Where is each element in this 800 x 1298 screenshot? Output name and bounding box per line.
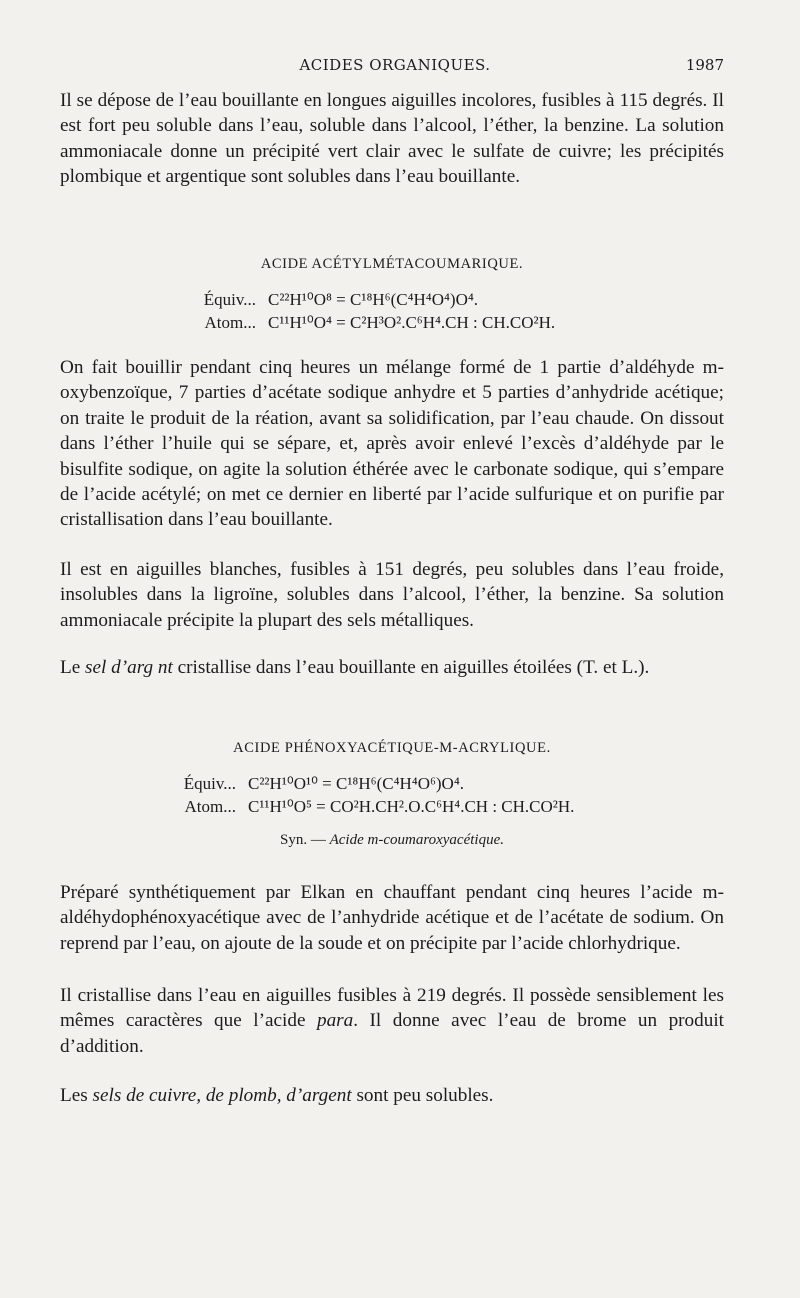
synonym-line bbox=[60, 832, 724, 849]
italic-text: para bbox=[316, 1010, 354, 1032]
equiv-formula: C²²H¹⁰O¹⁰ = C¹⁸H⁶(C⁴H⁴O⁶)O⁴. bbox=[248, 774, 465, 793]
italic-text: sels de cuivre, de plomb, d’argent bbox=[92, 1085, 352, 1106]
text-run: Les bbox=[60, 1085, 93, 1106]
equiv-label: Équiv... bbox=[183, 774, 236, 793]
atom-formula: C¹¹H¹⁰O⁴ = C²H³O².C⁶H⁴.CH : CH.CO²H. bbox=[268, 313, 556, 332]
equiv-label: Équiv... bbox=[203, 290, 256, 309]
equiv-formula-row-2 bbox=[148, 774, 464, 794]
italic-text: sel d’arg nt bbox=[85, 657, 173, 678]
atom-formula-row-2 bbox=[148, 797, 574, 817]
text-run: cristallise dans l’eau bouillante en aiguilles étoilées (T. et L.). bbox=[172, 657, 650, 678]
text-run: Il cristallise dans l’eau en aiguilles fusibles à 219 degrés. Il possède sensiblement les mêmes caractères que l’acide bbox=[60, 985, 724, 1032]
syn-label: Syn. — bbox=[280, 832, 330, 848]
compound-title-2: ACIDE PHÉNOXYACÉTIQUE-M-ACRYLIQUE. bbox=[233, 740, 551, 756]
atom-label: Atom... bbox=[184, 797, 236, 816]
paragraph-7 bbox=[60, 1083, 724, 1108]
text-run: Le bbox=[60, 657, 86, 678]
page-header bbox=[60, 56, 730, 80]
paragraph-4 bbox=[60, 655, 724, 680]
equiv-formula-row-1 bbox=[168, 290, 478, 310]
equiv-formula: C²²H¹⁰O⁸ = C¹⁸H⁶(C⁴H⁴O⁴)O⁴. bbox=[268, 290, 479, 309]
atom-formula: C¹¹H¹⁰O⁵ = CO²H.CH².O.C⁶H⁴.CH : CH.CO²H. bbox=[248, 797, 575, 816]
paragraph-3: Il est en aiguilles blanches, fusibles à 151 degrés, peu solubles dans l’eau froide, insolubles dans la ligroïne, solubles dans l’alcool, l’éther, la benzine. Sa solution ammoniacale précipite la plupart des sels métalliques. bbox=[60, 559, 724, 631]
paragraph-2: On fait bouillir pendant cinq heures un mélange formé de 1 partie d’aldéhyde m-oxybenzoïque, 7 parties d’acétate sodique anhydre et 5 parties d’anhydride acétique; on traite le produit de la réation, avant sa solidification, par l’eau chaude. On dissout dans l’éther l’huile qui se sépare, et, après avoir enlevé l’excès d’aldéhyde par le bisulfite sodique, on agite la solution éthérée avec le carbonate sodique, qui s’empare de l’acide acétylé; on met ce dernier en liberté par l’acide sulfurique et on purifie par cristallisation dans l’eau bouillante. bbox=[60, 357, 724, 531]
text-run: . Il donne avec l’eau de brome un produit d’addition. bbox=[60, 1010, 724, 1057]
paragraph-6 bbox=[60, 983, 724, 1059]
page-number: 1987 bbox=[685, 56, 724, 74]
paragraph-1: Il se dépose de l’eau bouillante en longues aiguilles incolores, fusibles à 115 degrés. Il est fort peu soluble dans l’eau, soluble dans l’alcool, l’éther, la benzine. La solution ammoniacale donne un précipité vert clair avec le sulfate de cuivre; les précipités plombique et argentique sont solubles dans l’eau bouillante. bbox=[60, 90, 724, 188]
paragraph-5: Préparé synthétiquement par Elkan en chauffant pendant cinq heures l’acide m-aldéhydophénoxyacétique avec de l’anhydride acétique et de l’acétate de sodium. On reprend par l’eau, on ajoute de la soude et on précipite par l’acide chlorhydrique. bbox=[60, 882, 724, 954]
compound-title-1: ACIDE ACÉTYLMÉTACOUMARIQUE. bbox=[260, 256, 524, 272]
syn-value: Acide m-coumaroxyacétique. bbox=[329, 832, 504, 848]
atom-label: Atom... bbox=[204, 313, 256, 332]
running-title: ACIDES ORGANIQUES. bbox=[299, 56, 491, 74]
text-run: sont peu solubles. bbox=[351, 1085, 494, 1106]
atom-formula-row-1 bbox=[168, 313, 555, 333]
